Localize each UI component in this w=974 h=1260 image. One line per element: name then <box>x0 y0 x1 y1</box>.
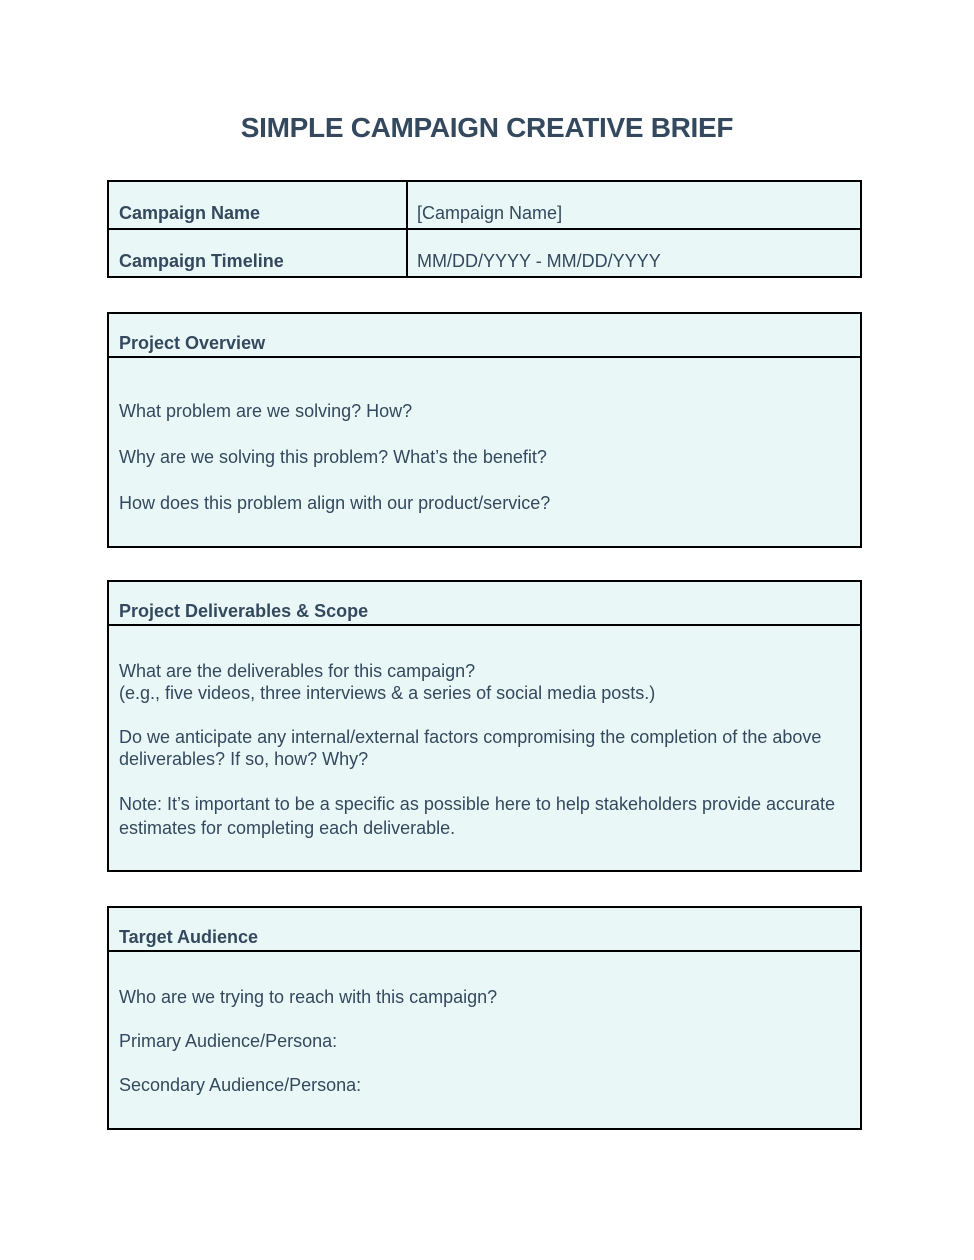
deliverables-question-line: What are the deliverables for this campaign? <box>119 661 476 681</box>
project-overview-section <box>107 312 862 548</box>
campaign-timeline-label: Campaign Timeline <box>109 230 408 276</box>
overview-question: What problem are we solving? How? <box>119 401 413 421</box>
overview-question: Why are we solving this problem? What’s the benefit? <box>119 447 547 467</box>
campaign-name-row <box>109 182 860 228</box>
primary-audience-label: Primary Audience/Persona: <box>119 1031 338 1051</box>
target-audience-body[interactable] <box>109 952 860 1096</box>
deliverables-example-line: (e.g., five videos, three interviews & a series of social media posts.) <box>119 683 656 703</box>
campaign-name-label: Campaign Name <box>109 182 408 228</box>
deliverables-question <box>119 660 850 704</box>
campaign-timeline-row <box>109 228 860 276</box>
campaign-info-table <box>107 180 862 278</box>
document-title: SIMPLE CAMPAIGN CREATIVE BRIEF <box>240 112 734 143</box>
target-audience-section <box>107 906 862 1130</box>
project-overview-body[interactable] <box>109 358 860 514</box>
deliverables-note: Note: It’s important to be a specific as possible here to help stakeholders provide accurate estimates for completing each deliverable. <box>119 794 836 838</box>
campaign-name-value[interactable]: [Campaign Name] <box>417 203 563 223</box>
project-overview-heading: Project Overview <box>109 314 860 358</box>
audience-question: Who are we trying to reach with this campaign? <box>119 987 498 1007</box>
deliverables-scope-body[interactable] <box>109 626 860 840</box>
target-audience-heading: Target Audience <box>109 908 860 952</box>
secondary-audience-label: Secondary Audience/Persona: <box>119 1075 362 1095</box>
factors-question: Do we anticipate any internal/external factors compromising the completion of the above deliverables? If so, how? Why? <box>119 727 822 769</box>
campaign-timeline-value[interactable]: MM/DD/YYYY - MM/DD/YYYY <box>417 251 661 271</box>
deliverables-scope-section <box>107 580 862 872</box>
deliverables-scope-heading: Project Deliverables & Scope <box>109 582 860 626</box>
overview-question: How does this problem align with our product/service? <box>119 493 551 513</box>
